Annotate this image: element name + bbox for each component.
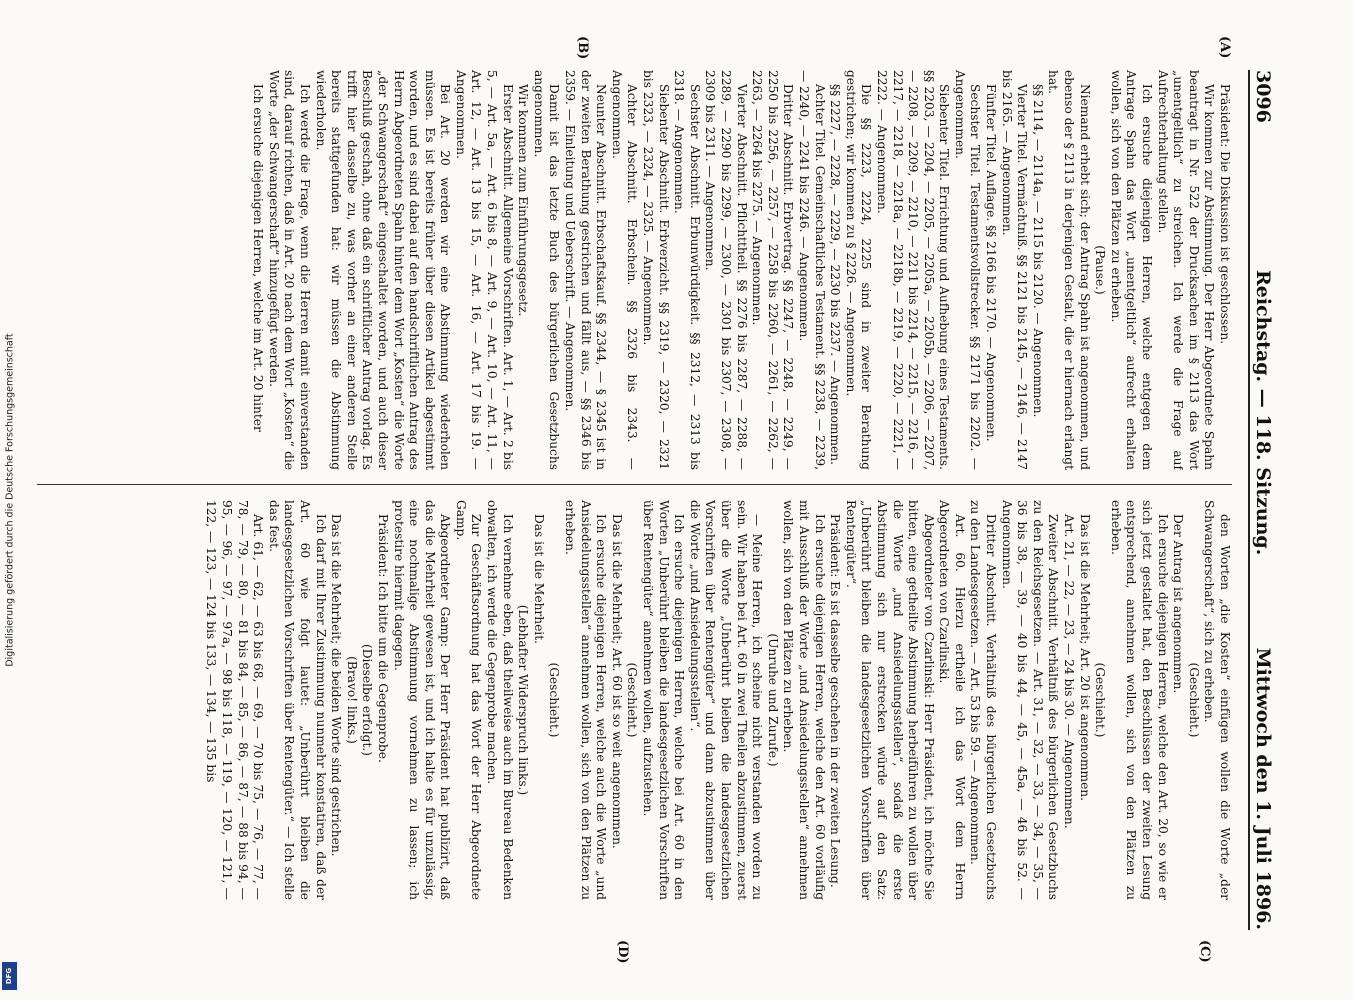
right-column-paragraph: — Meine Herren, ich scheine nicht verstanden worden zu sein. Wir haben bei Art. 60 in zwei Theilen abzustimmen, zuerst über die Worte „Unberührt bleiben die landesgesetzlichen Vorschriften über Rentengüter“ und dann abzustimmen über die Worte „und Ansiedelungsstellen“. bbox=[687, 500, 765, 900]
left-column-paragraph: Siebenter Abschnitt. Erbverzicht. §§ 2319, — 2320, — 2321 bis 2323, — 2324, — 2325. — Angenommen. bbox=[641, 70, 671, 470]
right-column-paragraph: Zweiter Abschnitt. Verhältniß des bürgerlichen Gesetzbuchs zu den Reichsgesetzen. — Art. 31, — 32, — 33, — 34, — 35, — 36 bis 38, — 39, — 40 bis 44, — 45, — 45a, — 46 bis 52. — Angenommen. bbox=[999, 500, 1061, 900]
digitization-credit bbox=[0, 0, 20, 1000]
logo-text: DFG bbox=[5, 967, 14, 985]
page-number: 3096 bbox=[1252, 70, 1274, 123]
right-column-paragraph: Ich vernehme eben, daß theilweise auch im Bureau Bedenken obwalten, ich werde die Gegenprobe machen. bbox=[485, 500, 515, 900]
right-column-paragraph: Art. 60. Hierzu ertheile ich das Wort dem Herrn Abgeordneten von Czarlinski. bbox=[937, 500, 967, 900]
left-column-paragraph: Vierter Titel. Vermächtniß. §§ 2121 bis 2145, — 2146, — 2147 bis 2165. — Angenommen. bbox=[999, 70, 1030, 470]
left-column-paragraph: Sechster Titel. Testamentsvollstrecker. §§ 2171 bis 2202. — Angenommen. bbox=[952, 70, 983, 470]
right-text-column bbox=[27, 500, 1232, 900]
right-column-paragraph: (Geschieht.) bbox=[1186, 662, 1201, 738]
right-column-paragraph: (Bravo! links.) bbox=[344, 656, 359, 744]
left-text-column bbox=[27, 70, 1232, 470]
margin-letter-c: (C) bbox=[1197, 940, 1212, 963]
left-column-paragraph: Siebenter Titel. Errichtung und Aufhebung eines Testaments. §§ 2203, — 2204, — 2205, — 2205a, — 2205b, — 2206, — 2207, — 2208, — 2209, — 2210, — 2211 bis 2214, — 2215, — 2216, — 2217, — 2218, — 2218a, — 2218b, — 2219, — 2220, — 2221, — 2222. — Angenommen. bbox=[874, 70, 952, 470]
right-column-paragraph: Art. 61, — 62, — 63 bis 68, — 69, — 70 bis 75, — 76, — 77, — 78, — 79, — 80, — 81 bis 84, — 85, — 86, — 87, — 88 bis 94, — 95, — 96, — 97, — 97a, — 98 bis 118, — 119, — 120, — 121, — 122, — 123, — 124 bis 133, — 134, — 135 bis bbox=[204, 500, 266, 900]
left-column-paragraph: Niemand erhebt sich; der Antrag Spahn ist angenommen, und ebenso der § 2113 in derjenigen Gestalt, die er hiernach erlangt hat. bbox=[1046, 70, 1092, 470]
left-column-paragraph: §§ 2227, — 2228, — 2229, — 2230 bis 2237. — Angenommen. bbox=[828, 84, 843, 465]
left-column-paragraph: Ich werde die Frage, wenn die Herren damit einverstanden sind, darauf richten, daß in Art. 20 nach dem Wort „Kosten“ die Worte „der Schwangerschaft“ hinzugefügt werden. bbox=[266, 70, 312, 470]
credit-text: Digitalisierung gefördert durch die Deutsche Forschungsgemeinschaft bbox=[4, 333, 16, 667]
margin-letter-b: (B) bbox=[575, 36, 590, 60]
right-column-paragraph: Dritter Abschnitt. Verhältniß des bürgerlichen Gesetzbuchs zu den Landesgesetzen. — Art. 53 bis 59. — Angenommen. bbox=[968, 500, 999, 900]
right-column-paragraph: Ich darf mit Ihrer Zustimmung nunmehr konstatiren, daß der Art. 60 wie folgt lautet: „Unberührt bleiben die landesgesetzlichen Vorschriften über Rentengüter.“ — Ich stelle das fest. bbox=[266, 500, 328, 900]
left-column-paragraph: Bei Art. 20 werden wir eine Abstimmung wiederholen müssen. Es ist bereits früher über diesen Artikel abgestimmt worden, und es sind dabei auf den handschriftlichen Antrag des Herrn Abgeordneten Spahn hinter dem Wort „Kosten“ die Worte „der Schwangerschaft“ eingeschaltet worden, und auch dieser Beschluß geschah, ohne daß ein schriftlicher Antrag vorlag. Es trifft hier dasselbe zu, was vorher an einer anderen Stelle bereits stattgefunden hat: wir müssen die Abstimmung wiederholen. bbox=[313, 70, 453, 470]
right-column-paragraph: Präsident: Es ist dasselbe geschehen in der zweiten Lesung. bbox=[828, 514, 843, 888]
left-column-paragraph: Achter Titel. Gemeinschaftliches Testament. §§ 2238, — 2239, — 2240, — 2241 bis 2246. — Angenommen. bbox=[796, 70, 827, 470]
right-column-paragraph: (Geschieht.) bbox=[547, 662, 562, 738]
right-column-paragraph: Ich ersuche diejenigen Herren, welche den Art. 60 vorläufig mit Ausschluß der Worte „und Ansiedelungsstellen“ annehmen wollen, sich von den Plätzen zu erheben. bbox=[781, 500, 827, 900]
session-date: Mittwoch den 1. Juli 1896. bbox=[1252, 647, 1274, 930]
right-column-paragraph: Das ist die Mehrheit; die beiden Worte sind gestrichen. bbox=[329, 514, 344, 857]
right-column-paragraph: Zur Geschäftsordnung hat das Wort der Herr Abgeordnete Gamp. bbox=[453, 500, 484, 900]
session-title: Reichstag. — 118. Sitzung. bbox=[1252, 270, 1274, 556]
right-column-paragraph: Präsident: Ich bitte um die Gegenprobe. bbox=[375, 514, 390, 763]
right-column-paragraph: Abgeordneter von Czarlinski: Herr Präsident, ich möchte Sie bitten, eine getheilte Abstimmung herbeiführen zu wollen über die Worte „und Ansiedelungsstellen“, sodaß die erste Abstimmung sich nur erstrecken würde auf den Satz: „Unberührt bleiben die landesgesetzlichen Vorschriften über Rentengüter“. bbox=[843, 500, 936, 900]
right-column-paragraph: Ich ersuche diejenigen Herren, welche auch die Worte „und Ansiedelungsstellen“ annehmen wollen, sich von den Plätzen zu erheben. bbox=[563, 500, 609, 900]
right-column-paragraph: (Dieselbe erfolgt.) bbox=[360, 643, 375, 756]
left-column-paragraph: Damit ist das letzte Buch des bürgerlichen Gesetzbuchs angenommen. bbox=[531, 70, 562, 470]
right-column-paragraph: (Geschieht.) bbox=[625, 662, 640, 738]
left-column-paragraph: Wir kommen zum Einführungsgesetz. bbox=[516, 84, 531, 317]
dfg-logo bbox=[2, 962, 17, 990]
left-column-paragraph: Die §§ 2223, 2224, 2225 sind in zweiter Berathung gestrichen; wir kommen zu § 2226. — Angenommen. bbox=[843, 70, 874, 470]
left-column-paragraph: §§ 2114, — 2114a, — 2115 bis 2120. — Angenommen. bbox=[1030, 84, 1045, 418]
left-column-paragraph: Vierter Abschnitt. Pflichttheil. §§ 2276 bis 2287, — 2288, — 2289, — 2290 bis 2299, — 2300, — 2301 bis 2307, — 2308, — 2309 bis 2311. — Angenommen. bbox=[703, 70, 749, 470]
right-column-paragraph: (Geschieht.) bbox=[1093, 662, 1108, 738]
column-divider bbox=[37, 484, 1232, 485]
right-column-paragraph: Ich ersuche diejenigen Herren, welche bei Art. 60 in den Worten „Unberührt bleiben die landesgesetzlichen Vorschriften über Rentengüter“ annehmen wollen, aufzustehen. bbox=[641, 500, 687, 900]
left-column-paragraph: Präsident: Die Diskussion ist geschlossen. bbox=[1218, 84, 1232, 345]
left-column-paragraph: Fünfter Titel. Auflage. §§ 2166 bis 2170. — Angenommen. bbox=[984, 84, 999, 442]
left-column-paragraph: (Pause.) bbox=[1093, 245, 1108, 295]
left-column-paragraph: Erster Abschnitt. Allgemeine Vorschriften. Art. 1, — Art. 2 bis 5, — Art. 5a, — Art. 6 bis 8, — Art. 9, — Art. 10, — Art. 11, — Art. 12, — Art. 13 bis 15, — Art. 16, — Art. 17 bis 19. — Angenommen. bbox=[453, 70, 515, 470]
margin-letter-d: (D) bbox=[615, 940, 630, 964]
left-column-paragraph: Dritter Abschnitt. Erbvertrag. §§ 2247, — 2248, — 2249, — 2250 bis 2256, — 2257, — 2258 bis 2260, — 2261, — 2262, — 2263, — 2264 bis 2275. — Angenommen. bbox=[750, 70, 796, 470]
right-column-paragraph: Der Antrag ist angenommen. bbox=[1171, 514, 1186, 694]
left-column-paragraph: Ich ersuche diejenigen Herren, welche im Art. 20 hinter bbox=[251, 84, 266, 432]
left-column-paragraph: Neunter Abschnitt. Erbschaftskauf. §§ 2344, — § 2345 ist in der zweiten Berathung gestrichen und fällt aus, — §§ 2346 bis 2359. — Einleitung und Ueberschrift. — Angenommen. bbox=[563, 70, 609, 470]
right-column-paragraph: (Unruhe und Zurufe.) bbox=[765, 633, 780, 767]
left-column-paragraph: Wir kommen zur Abstimmung. Der Herr Abgeordnete Spahn beantragt in Nr. 522 der Drucksachen im § 2113 das Wort „unentgeltlich“ zu streichen. Ich werde die Frage auf Aufrechterhaltung stellen. bbox=[1155, 70, 1217, 470]
right-column-paragraph: Abgeordneter Gamp: Der Herr Präsident hat publizirt, daß das die Mehrheit gewesen ist, und ich halte es für unzulässig, eine nochmalige Abstimmung vornehmen zu lassen; ich protestire hiermit dagegen. bbox=[391, 500, 453, 900]
right-column-paragraph: Art. 21, — 22, — 23, — 24 bis 30. — Angenommen. bbox=[1062, 514, 1077, 829]
right-column-paragraph: Das ist die Mehrheit; Art. 60 ist so weit angenommen. bbox=[609, 514, 624, 849]
right-column-paragraph: Das ist die Mehrheit; Art. 20 ist angenommen. bbox=[1077, 514, 1092, 802]
right-column-paragraph: (Lebhafter Widerspruch links.) bbox=[516, 604, 531, 796]
right-column-paragraph: den Worten „die Kosten“ einfügen wollen die Worte „der Schwangerschaft“, sich zu erheben. bbox=[1202, 500, 1232, 900]
left-column-paragraph: Ich ersuche diejenigen Herren, welche entgegen dem Antrage Spahn das Wort „unentgeltlich“ aufrecht erhalten wollen, sich von den Plätzen zu erheben. bbox=[1108, 70, 1155, 470]
right-column-paragraph: Ich ersuche diejenigen Herren, welche den Art. 20, so wie er sich jetzt gestaltet hat, den Beschlüssen der zweiten Lesung entsprechend, annehmen wollen, sich von den Plätzen zu erheben. bbox=[1108, 500, 1170, 900]
margin-letter-a: (A) bbox=[1217, 36, 1232, 59]
left-column-paragraph: Achter Abschnitt. Erbschein. §§ 2326 bis 2343. — Angenommen. bbox=[609, 70, 640, 470]
right-column-paragraph: Das ist die Mehrheit. bbox=[531, 514, 546, 644]
left-column-paragraph: Sechster Abschnitt. Erbunwürdigkeit. §§ 2312, — 2313 bis 2318. — Angenommen. bbox=[672, 70, 702, 470]
page-header bbox=[1248, 70, 1274, 930]
